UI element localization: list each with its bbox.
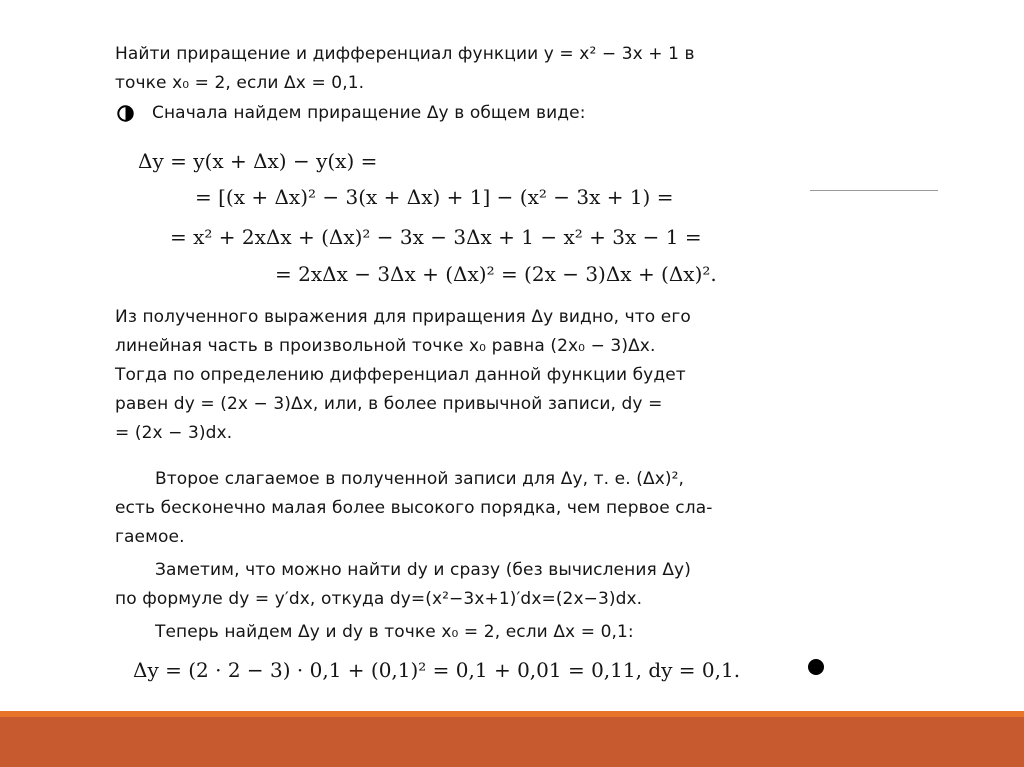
paragraph1-line-2: линейная часть в произвольной точке x₀ равна (2x₀ − 3)Δx. [115,336,656,356]
end-bullet-icon [808,659,824,675]
paragraph1-line-4: равен dy = (2x − 3)Δx, или, в более привычной записи, dy = [115,394,663,414]
paragraph1-line-1: Из полученного выражения для приращения Δy видно, что его [115,307,691,327]
paragraph1-line-3: Тогда по определению дифференциал данной функции будет [115,365,686,385]
derivation-line-1: Δy = y(x + Δx) − y(x) = [138,149,378,173]
paragraph2-line-1: Второе слагаемое в полученной записи для Δy, т. е. (Δx)², [155,469,685,489]
derivation-line-3: = x² + 2xΔx + (Δx)² − 3x − 3Δx + 1 − x² + 3x − 1 = [170,225,702,249]
footer-bar [0,717,1024,767]
divider-line [810,190,938,191]
problem-line-1: Найти приращение и дифференциал функции y = x² − 3x + 1 в [115,44,695,64]
paragraph1-line-5: = (2x − 3)dx. [115,423,233,443]
paragraph3-line-1: Заметим, что можно найти dy и сразу (без вычисления Δy) [155,560,691,580]
open-bullet-icon [117,105,134,122]
intro-text: Сначала найдем приращение Δy в общем виде: [152,103,586,123]
problem-line-2: точке x₀ = 2, если Δx = 0,1. [115,73,365,93]
paragraph3-line-2: по формуле dy = y′dx, откуда dy=(x²−3x+1)′dx=(2x−3)dx. [115,589,643,609]
paragraph4: Теперь найдем Δy и dy в точке x₀ = 2, если Δx = 0,1: [155,622,634,642]
paragraph2-line-3: гаемое. [115,527,185,547]
paragraph2-line-2: есть бесконечно малая более высокого порядка, чем первое сла- [115,498,713,518]
derivation-line-4: = 2xΔx − 3Δx + (Δx)² = (2x − 3)Δx + (Δx)². [275,262,717,286]
final-formula: Δy = (2 · 2 − 3) · 0,1 + (0,1)² = 0,1 + 0,01 = 0,11, dy = 0,1. [133,658,741,682]
derivation-line-2: = [(x + Δx)² − 3(x + Δx) + 1] − (x² − 3x + 1) = [195,185,674,209]
